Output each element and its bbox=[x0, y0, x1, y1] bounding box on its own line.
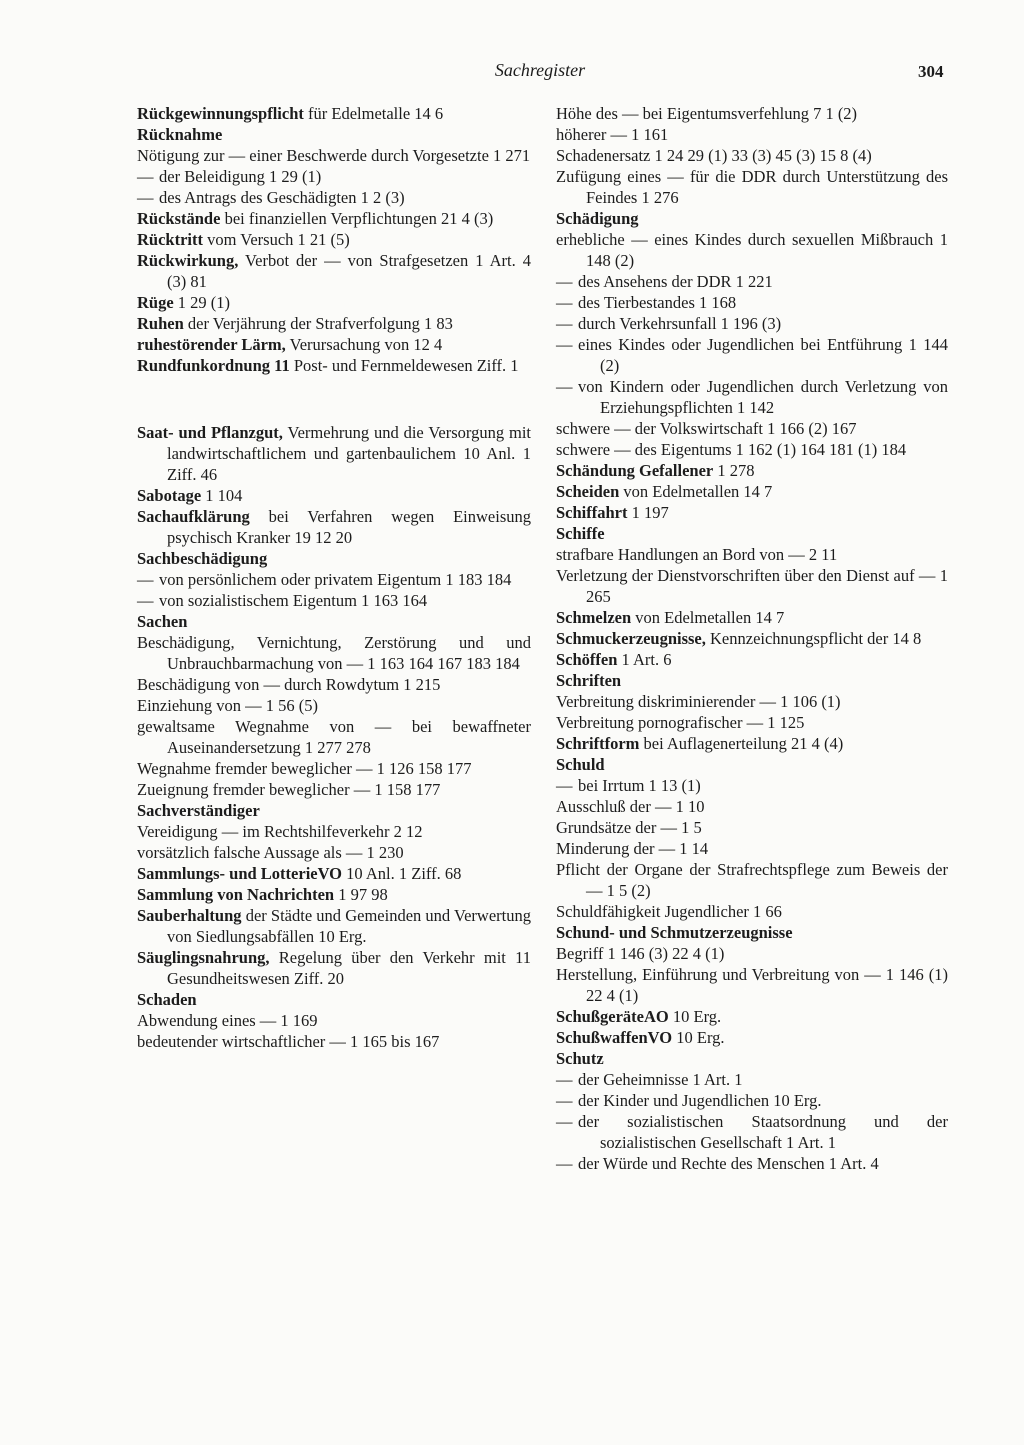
index-subentry bbox=[556, 1111, 948, 1153]
index-entry bbox=[556, 754, 948, 775]
index-entry bbox=[137, 313, 531, 334]
index-entry bbox=[137, 250, 531, 292]
index-entry bbox=[137, 905, 531, 947]
index-entry bbox=[137, 103, 531, 124]
entry-keyword: Ruhen bbox=[137, 314, 184, 333]
index-entry bbox=[137, 422, 531, 485]
index-entry bbox=[556, 1048, 948, 1069]
section-gap bbox=[137, 376, 531, 422]
entry-keyword: Schöffen bbox=[556, 650, 618, 669]
entry-text: Verursachung von 12 4 bbox=[285, 335, 443, 354]
entry-text: Nötigung zur — einer Beschwerde durch Vorgesetzte 1 271 bbox=[137, 146, 531, 165]
index-entry bbox=[137, 485, 531, 506]
entry-text: bei Auflagenerteilung 21 4 (4) bbox=[639, 734, 844, 753]
dash-marker: — bbox=[556, 314, 573, 333]
entry-keyword: Sachverständiger bbox=[137, 801, 260, 820]
index-subentry bbox=[556, 796, 948, 817]
entry-keyword: Scheiden bbox=[556, 482, 620, 501]
index-subentry bbox=[556, 145, 948, 166]
entry-keyword: Schaden bbox=[137, 990, 197, 1009]
index-subentry bbox=[556, 313, 948, 334]
index-subentry bbox=[556, 418, 948, 439]
index-subentry bbox=[137, 590, 531, 611]
entry-text: Verbot der — von Strafgesetzen 1 Art. 4 (3) 81 bbox=[167, 251, 531, 291]
entry-text: Grundsätze der — 1 5 bbox=[556, 818, 702, 837]
dash-marker: — bbox=[556, 293, 573, 312]
entry-text: bedeutender wirtschaftlicher — 1 165 bis 167 bbox=[137, 1032, 440, 1051]
entry-keyword: Schmuckerzeugnisse, bbox=[556, 629, 706, 648]
entry-text: Zueignung fremder beweglicher — 1 158 177 bbox=[137, 780, 441, 799]
entry-text: Beschädigung, Vernichtung, Zerstörung und und Unbrauchbarmachung von — 1 163 164 167 183 184 bbox=[137, 633, 531, 673]
entry-keyword: Sachen bbox=[137, 612, 188, 631]
index-entry bbox=[556, 502, 948, 523]
index-entry bbox=[137, 947, 531, 989]
entry-text: Wegnahme fremder beweglicher — 1 126 158 177 bbox=[137, 759, 472, 778]
entry-keyword: Rüge bbox=[137, 293, 174, 312]
index-entry bbox=[556, 922, 948, 943]
dash-marker: — bbox=[556, 1070, 573, 1089]
entry-text: Schadenersatz 1 24 29 (1) 33 (3) 45 (3) 15 8 (4) bbox=[556, 146, 872, 165]
entry-keyword: Sammlungs- und LotterieVO bbox=[137, 864, 343, 883]
index-subentry bbox=[137, 1010, 531, 1031]
entry-text: Einziehung von — 1 56 (5) bbox=[137, 696, 319, 715]
index-entry bbox=[137, 863, 531, 884]
entry-text: des Tierbestandes 1 168 bbox=[578, 293, 737, 312]
entry-keyword: Sauberhaltung bbox=[137, 906, 242, 925]
index-entry bbox=[556, 481, 948, 502]
index-entry bbox=[137, 800, 531, 821]
index-entry bbox=[137, 208, 531, 229]
entry-text: 1 104 bbox=[201, 486, 243, 505]
entry-keyword: Schändung Gefallener bbox=[556, 461, 714, 480]
index-subentry bbox=[556, 817, 948, 838]
index-subentry bbox=[137, 695, 531, 716]
index-subentry bbox=[556, 544, 948, 565]
entry-text: des Ansehens der DDR 1 221 bbox=[578, 272, 773, 291]
entry-text: von persönlichem oder privatem Eigentum 1 183 184 bbox=[159, 570, 512, 589]
index-entry bbox=[556, 460, 948, 481]
entry-keyword: Sachbeschädigung bbox=[137, 549, 268, 568]
entry-keyword: Schiffahrt bbox=[556, 503, 628, 522]
index-entry bbox=[556, 208, 948, 229]
index-subentry bbox=[556, 334, 948, 376]
entry-text: Regelung über den Verkehr mit 11 Gesundheitswesen Ziff. 20 bbox=[167, 948, 531, 988]
entry-text: 1 29 (1) bbox=[173, 293, 231, 312]
index-subentry bbox=[556, 376, 948, 418]
page-title: Sachregister bbox=[494, 60, 586, 80]
index-entry bbox=[137, 989, 531, 1010]
index-entry bbox=[556, 628, 948, 649]
entry-text: Pflicht der Organe der Strafrechtspflege zum Beweis der — 1 5 (2) bbox=[556, 860, 948, 900]
entry-keyword: SchußgeräteAO bbox=[556, 1007, 669, 1026]
dash-marker: — bbox=[556, 776, 573, 795]
index-subentry bbox=[556, 439, 948, 460]
index-subentry bbox=[556, 124, 948, 145]
entry-keyword: Rückgewinnungspflicht bbox=[137, 104, 304, 123]
index-subentry bbox=[137, 674, 531, 695]
entry-text: gewaltsame Wegnahme von — bei bewaffneter Auseinandersetzung 1 277 278 bbox=[137, 717, 531, 757]
index-subentry bbox=[556, 838, 948, 859]
index-subentry bbox=[556, 775, 948, 796]
index-subentry bbox=[556, 859, 948, 901]
entry-text: von Edelmetallen 14 7 bbox=[631, 608, 785, 627]
index-entry bbox=[137, 334, 531, 355]
entry-text: vom Versuch 1 21 (5) bbox=[202, 230, 350, 249]
index-subentry bbox=[556, 103, 948, 124]
entry-text: bei Verfahren wegen Einweisung psychisch Kranker 19 12 20 bbox=[167, 507, 531, 547]
dash-marker: — bbox=[556, 1154, 573, 1173]
entry-keyword: Rundfunkordnung 11 bbox=[137, 356, 290, 375]
entry-keyword: Rückwirkung, bbox=[137, 251, 239, 270]
index-subentry bbox=[556, 229, 948, 271]
entry-keyword: Sabotage bbox=[137, 486, 202, 505]
entry-text: 1 Art. 6 bbox=[617, 650, 672, 669]
index-subentry bbox=[556, 1153, 948, 1174]
entry-text: des Antrags des Geschädigten 1 2 (3) bbox=[159, 188, 405, 207]
entry-text: der Verjährung der Strafverfolgung 1 83 bbox=[183, 314, 453, 333]
entry-text: von sozialistischem Eigentum 1 163 164 bbox=[159, 591, 428, 610]
entry-text: der Beleidigung 1 29 (1) bbox=[159, 167, 322, 186]
index-entry bbox=[137, 124, 531, 145]
entry-text: 1 97 98 bbox=[334, 885, 388, 904]
index-subentry bbox=[137, 779, 531, 800]
index-entry bbox=[556, 670, 948, 691]
entry-keyword: Rücknahme bbox=[137, 125, 223, 144]
entry-text: 10 Erg. bbox=[672, 1028, 725, 1047]
index-subentry bbox=[556, 292, 948, 313]
entry-text: Höhe des — bei Eigentumsverfehlung 7 1 (2) bbox=[556, 104, 858, 123]
entry-text: der sozialistischen Staatsordnung und der sozialistischen Gesellschaft 1 Art. 1 bbox=[578, 1112, 948, 1152]
entry-keyword: Schutz bbox=[556, 1049, 604, 1068]
entry-text: Zufügung eines — für die DDR durch Unterstützung des Feindes 1 276 bbox=[556, 167, 948, 207]
index-entry bbox=[556, 733, 948, 754]
entry-keyword: Rückstände bbox=[137, 209, 221, 228]
index-entry bbox=[137, 292, 531, 313]
entry-text: schwere — des Eigentums 1 162 (1) 164 181 (1) 184 bbox=[556, 440, 907, 459]
entry-keyword: Schädigung bbox=[556, 209, 639, 228]
dash-marker: — bbox=[556, 335, 573, 354]
dash-marker: — bbox=[556, 377, 573, 396]
entry-text: von Kindern oder Jugendlichen durch Verletzung von Erziehungspflichten 1 142 bbox=[578, 377, 948, 417]
index-column-left bbox=[137, 103, 531, 1052]
index-column-right bbox=[556, 103, 948, 1174]
dash-marker: — bbox=[137, 591, 154, 610]
index-subentry bbox=[137, 1031, 531, 1052]
entry-keyword: Sammlung von Nachrichten bbox=[137, 885, 335, 904]
entry-text: eines Kindes oder Jugendlichen bei Entführung 1 144 (2) bbox=[578, 335, 948, 375]
entry-text: erhebliche — eines Kindes durch sexuellen Mißbrauch 1 148 (2) bbox=[556, 230, 948, 270]
entry-keyword: Rücktritt bbox=[137, 230, 203, 249]
index-subentry bbox=[137, 632, 531, 674]
entry-text: Kennzeichnungspflicht der 14 8 bbox=[705, 629, 922, 648]
entry-text: bei Irrtum 1 13 (1) bbox=[578, 776, 701, 795]
entry-text: Verletzung der Dienstvorschriften über den Dienst auf — 1 265 bbox=[556, 566, 948, 606]
entry-text: 10 Anl. 1 Ziff. 68 bbox=[342, 864, 462, 883]
dash-marker: — bbox=[556, 272, 573, 291]
entry-text: Vermehrung und die Versorgung mit landwirtschaftlichem und gartenbaulichem 10 Anl. 1 Ziff. 46 bbox=[167, 423, 531, 484]
entry-text: schwere — der Volkswirtschaft 1 166 (2) 167 bbox=[556, 419, 857, 438]
entry-text: Verbreitung pornografischer — 1 125 bbox=[556, 713, 805, 732]
entry-text: durch Verkehrsunfall 1 196 (3) bbox=[578, 314, 782, 333]
index-subentry bbox=[137, 842, 531, 863]
index-subentry bbox=[137, 569, 531, 590]
index-subentry bbox=[556, 565, 948, 607]
entry-text: Begriff 1 146 (3) 22 4 (1) bbox=[556, 944, 725, 963]
entry-keyword: Schriftform bbox=[556, 734, 640, 753]
entry-text: Verbreitung diskriminierender — 1 106 (1) bbox=[556, 692, 841, 711]
entry-text: Abwendung eines — 1 169 bbox=[137, 1011, 318, 1030]
index-entry bbox=[556, 1027, 948, 1048]
entry-keyword: Schmelzen bbox=[556, 608, 632, 627]
index-subentry bbox=[137, 716, 531, 758]
index-subentry bbox=[556, 964, 948, 1006]
entry-keyword: SchußwaffenVO bbox=[556, 1028, 673, 1047]
entry-text: Schuldfähigkeit Jugendlicher 1 66 bbox=[556, 902, 782, 921]
dash-marker: — bbox=[137, 188, 154, 207]
index-entry bbox=[556, 649, 948, 670]
entry-text: 10 Erg. bbox=[668, 1007, 722, 1026]
entry-text: Herstellung, Einführung und Verbreitung von — 1 146 (1) 22 4 (1) bbox=[556, 965, 948, 1005]
entry-text: Beschädigung von — durch Rowdytum 1 215 bbox=[137, 675, 441, 694]
index-entry bbox=[556, 1006, 948, 1027]
index-subentry bbox=[556, 943, 948, 964]
index-entry bbox=[137, 611, 531, 632]
index-subentry bbox=[556, 1069, 948, 1090]
entry-text: für Edelmetalle 14 6 bbox=[303, 104, 444, 123]
entry-keyword: Schuld bbox=[556, 755, 605, 774]
index-subentry bbox=[556, 271, 948, 292]
entry-text: 1 197 bbox=[627, 503, 669, 522]
dash-marker: — bbox=[137, 570, 154, 589]
entry-text: der Städte und Gemeinden und Verwertung von Siedlungsabfällen 10 Erg. bbox=[167, 906, 531, 946]
index-subentry bbox=[556, 691, 948, 712]
entry-text: vorsätzlich falsche Aussage als — 1 230 bbox=[137, 843, 404, 862]
entry-keyword: Schiffe bbox=[556, 524, 605, 543]
index-subentry bbox=[556, 1090, 948, 1111]
entry-keyword: Schriften bbox=[556, 671, 622, 690]
page-header bbox=[0, 60, 1024, 88]
entry-text: Minderung der — 1 14 bbox=[556, 839, 709, 858]
index-entry bbox=[137, 229, 531, 250]
index-subentry bbox=[137, 166, 531, 187]
entry-text: der Geheimnisse 1 Art. 1 bbox=[578, 1070, 743, 1089]
index-entry bbox=[137, 355, 531, 376]
index-entry bbox=[556, 523, 948, 544]
index-entry bbox=[556, 607, 948, 628]
entry-keyword: Schund- und Schmutzerzeugnisse bbox=[556, 923, 793, 942]
entry-text: 1 278 bbox=[713, 461, 755, 480]
dash-marker: — bbox=[556, 1091, 573, 1110]
dash-marker: — bbox=[137, 167, 154, 186]
entry-keyword: Säuglingsnahrung, bbox=[137, 948, 270, 967]
entry-text: höherer — 1 161 bbox=[556, 125, 669, 144]
page-number: 304 bbox=[918, 62, 944, 81]
entry-text: der Würde und Rechte des Menschen 1 Art. 4 bbox=[578, 1154, 879, 1173]
entry-keyword: ruhestörender Lärm, bbox=[137, 335, 286, 354]
index-entry bbox=[137, 884, 531, 905]
index-subentry bbox=[556, 901, 948, 922]
entry-keyword: Sachaufklärung bbox=[137, 507, 250, 526]
dash-marker: — bbox=[556, 1112, 573, 1131]
entry-text: Ausschluß der — 1 10 bbox=[556, 797, 705, 816]
entry-text: Post- und Fernmeldewesen Ziff. 1 bbox=[289, 356, 519, 375]
index-subentry bbox=[137, 187, 531, 208]
entry-text: von Edelmetallen 14 7 bbox=[619, 482, 773, 501]
index-subentry bbox=[137, 145, 531, 166]
index-subentry bbox=[556, 712, 948, 733]
index-entry bbox=[137, 506, 531, 548]
index-subentry bbox=[137, 758, 531, 779]
index-entry bbox=[137, 548, 531, 569]
entry-text: strafbare Handlungen an Bord von — 2 11 bbox=[556, 545, 838, 564]
entry-keyword: Saat- und Pflanzgut, bbox=[137, 423, 283, 442]
entry-text: der Kinder und Jugendlichen 10 Erg. bbox=[578, 1091, 822, 1110]
entry-text: Vereidigung — im Rechtshilfeverkehr 2 12 bbox=[137, 822, 423, 841]
entry-text: bei finanziellen Verpflichtungen 21 4 (3) bbox=[220, 209, 494, 228]
index-subentry bbox=[137, 821, 531, 842]
index-subentry bbox=[556, 166, 948, 208]
